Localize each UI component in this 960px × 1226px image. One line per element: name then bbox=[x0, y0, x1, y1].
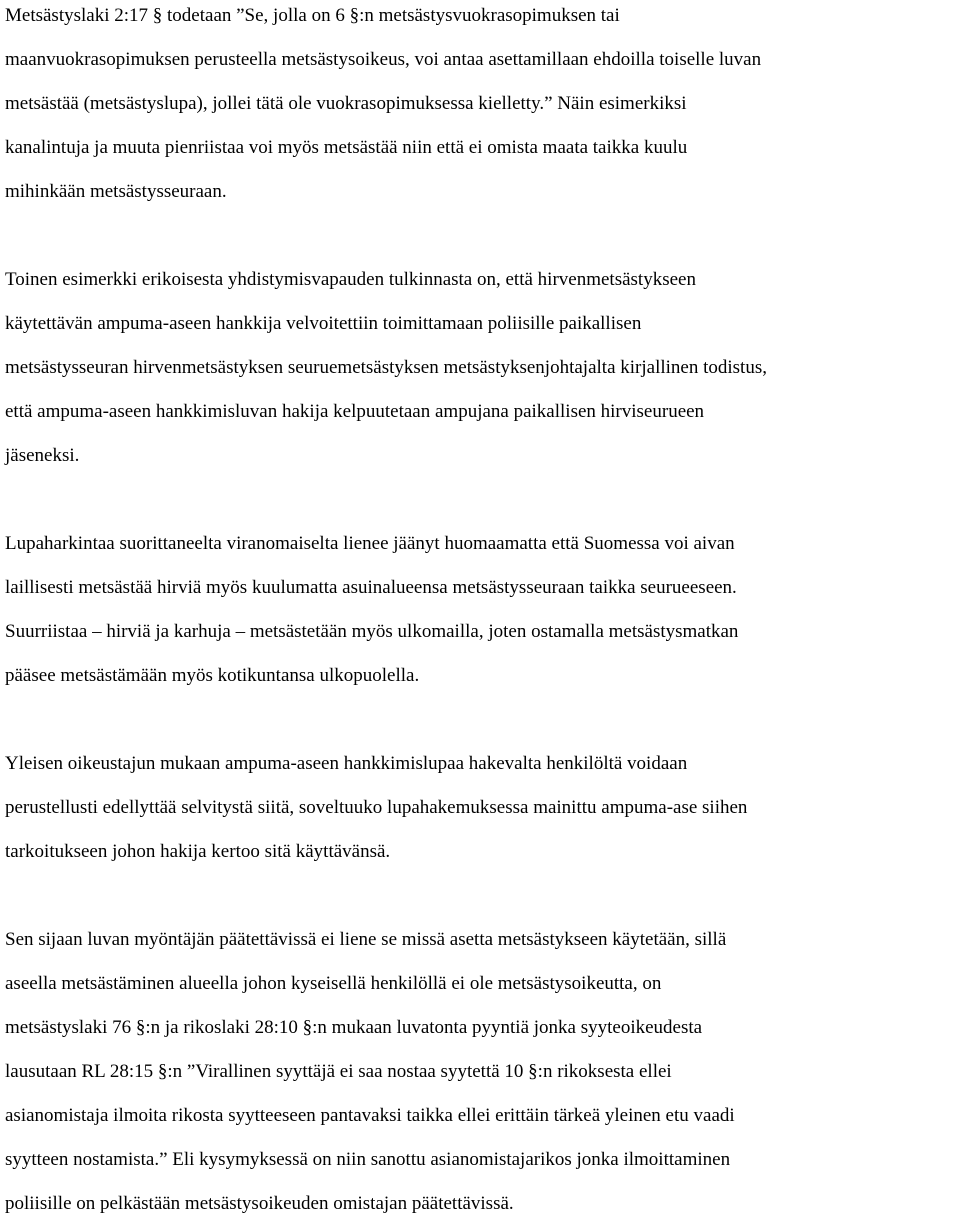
text-line: asianomistaja ilmoita rikosta syytteeseen pantavaksi taikka ellei erittäin tärkeä yleinen etu vaadi bbox=[5, 1105, 735, 1126]
paragraph-gap bbox=[5, 698, 955, 742]
text-line: poliisille on pelkästään metsästysoikeuden omistajan päätettävissä. bbox=[5, 1193, 514, 1214]
text-line: jäseneksi. bbox=[5, 445, 80, 466]
paragraph-2 bbox=[5, 258, 955, 478]
text-line: lausutaan RL 28:15 §:n ”Virallinen syyttäjä ei saa nostaa syytettä 10 §:n rikoksesta ellei bbox=[5, 1061, 672, 1082]
text-line: tarkoitukseen johon hakija kertoo sitä käyttävänsä. bbox=[5, 841, 391, 862]
paragraph-gap bbox=[5, 478, 955, 522]
text-line: laillisesti metsästää hirviä myös kuulumatta asuinalueensa metsästysseuraan taikka seurueeseen. bbox=[5, 577, 737, 598]
text-line: metsästyslaki 76 §:n ja rikoslaki 28:10 §:n mukaan luvatonta pyyntiä jonka syyteoikeudesta bbox=[5, 1017, 703, 1038]
text-line: Lupaharkintaa suorittaneelta viranomaiselta lienee jäänyt huomaamatta että Suomessa voi aivan bbox=[5, 533, 735, 554]
text-line: maanvuokrasopimuksen perusteella metsästysoikeus, voi antaa asettamillaan ehdoilla toiselle luvan bbox=[5, 49, 762, 70]
paragraph-4 bbox=[5, 742, 955, 874]
text-line: pääsee metsästämään myös kotikuntansa ulkopuolella. bbox=[5, 665, 420, 686]
paragraph-3 bbox=[5, 522, 955, 698]
text-line: Metsästyslaki 2:17 § todetaan ”Se, jolla on 6 §:n metsästysvuokrasopimuksen tai bbox=[5, 5, 620, 26]
document-body bbox=[5, 0, 955, 1226]
paragraph-gap bbox=[5, 214, 955, 258]
text-line: syytteen nostamista.” Eli kysymyksessä on niin sanottu asianomistajarikos jonka ilmoittaminen bbox=[5, 1149, 731, 1170]
text-line: mihinkään metsästysseuraan. bbox=[5, 181, 227, 202]
text-line: Sen sijaan luvan myöntäjän päätettävissä ei liene se missä asetta metsästykseen käytetään, sillä bbox=[5, 929, 727, 950]
text-line: käytettävän ampuma-aseen hankkija velvoitettiin toimittamaan poliisille paikallisen bbox=[5, 313, 642, 334]
text-line: perustellusti edellyttää selvitystä siitä, soveltuuko lupahakemuksessa mainittu ampuma-ase siihen bbox=[5, 797, 748, 818]
text-line: Yleisen oikeustajun mukaan ampuma-aseen hankkimislupaa hakevalta henkilöltä voidaan bbox=[5, 753, 688, 774]
paragraph-1 bbox=[5, 0, 955, 214]
text-line: metsästää (metsästyslupa), jollei tätä ole vuokrasopimuksessa kielletty.” Näin esimerkiksi bbox=[5, 93, 687, 114]
paragraph-gap bbox=[5, 874, 955, 918]
text-line: että ampuma-aseen hankkimisluvan hakija kelpuutetaan ampujana paikallisen hirviseurueen bbox=[5, 401, 705, 422]
text-line: Toinen esimerkki erikoisesta yhdistymisvapauden tulkinnasta on, että hirvenmetsästykseen bbox=[5, 269, 696, 290]
text-line: kanalintuja ja muuta pienriistaa voi myös metsästää niin että ei omista maata taikka kuulu bbox=[5, 137, 688, 158]
paragraph-5 bbox=[5, 918, 955, 1226]
text-line: metsästysseuran hirvenmetsästyksen seuruemetsästyksen metsästyksenjohtajalta kirjallinen todistus, bbox=[5, 357, 767, 378]
text-line: Suurriistaa – hirviä ja karhuja – metsästetään myös ulkomailla, joten ostamalla metsästysmatkan bbox=[5, 621, 739, 642]
text-line: aseella metsästäminen alueella johon kyseisellä henkilöllä ei ole metsästysoikeutta, on bbox=[5, 973, 662, 994]
